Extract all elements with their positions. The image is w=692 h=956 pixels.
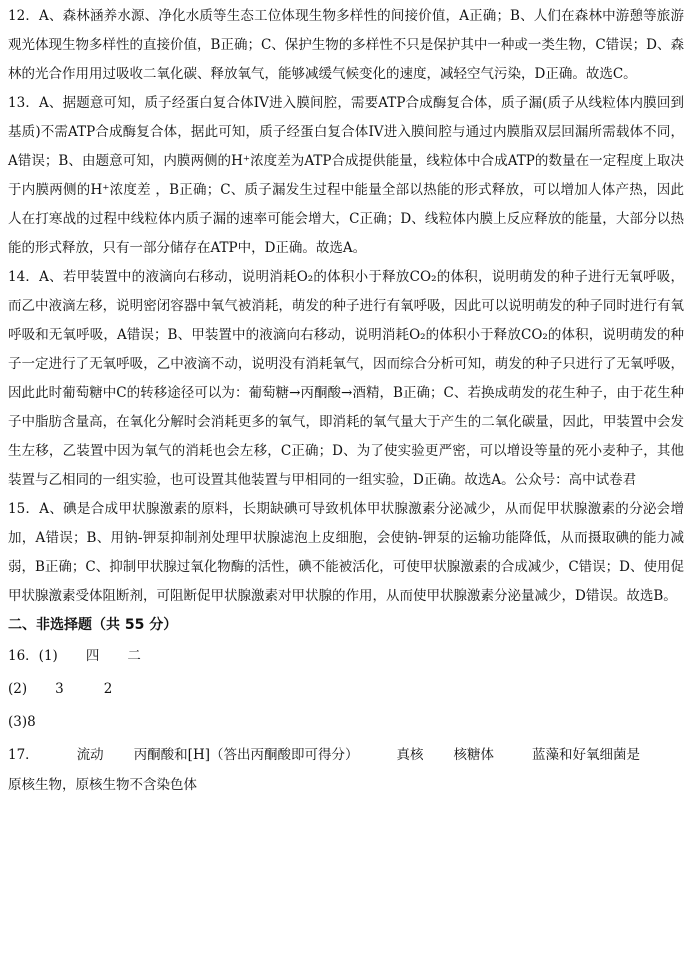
q16-answer-2a: 3 <box>55 681 64 697</box>
answer-q12: 12．A、森林涵养水源、净化水质等生态工位体现生物多样性的间接价值，A正确；B、人们在森林中游憩等旅游观光体现生物多样性的直接价值，B正确；C、保护生物的多样性不只是保护其中一种或一类生物，C错误；D、森林的光合作用用过吸收二氧化碳、释放氧气，能够减缓气候变化的速度，减轻空气污染，D正确。故选C。 <box>8 8 684 82</box>
answer-q14: 14．A、若甲装置中的液滴向右移动，说明消耗O₂的体积小于释放CO₂的体积，说明萌发的种子进行无氧呼吸，而乙中液滴左移，说明密闭容器中氧气被消耗，萌发的种子进行有氧呼吸，因此可以说明萌发的种子同时进行有氧呼吸和无氧呼吸，A错误；B、甲装置中的液滴向右移动，说明消耗O₂的体积小于释放CO₂的体积，说明萌发的种子一定进行了无氧呼吸，乙中液滴不动，说明没有消耗氧气，因而综合分析可知，萌发的种子只进行了无氧呼吸，因此此时葡萄糖中C的转移途径可以为：葡萄糖→丙酮酸→酒精，B正确；C、若换成萌发的花生种子，由于花生种子中脂肪含量高，在氧化分解时会消耗更多的氧气，即消耗的氧气量大于产生的二氧化碳量，因此，甲装置中会发生左移，乙装置中因为氧气的消耗也会左移，C正确；D、为了使实验更严密，可以增设等量的死小麦种子，其他装置与乙相同的一组实验，也可设置其他装置与甲相同的一组实验，D正确。故选A。公众号：高中试卷君 <box>8 269 684 488</box>
q17-number: 17． <box>8 747 39 763</box>
q17-answer-a: 流动 <box>76 747 104 763</box>
q17-answer-d: 核糖体 <box>453 747 494 763</box>
q16-answer-1a: 四 <box>85 648 100 664</box>
q17-answer-e: 蓝藻和好氧细菌是 <box>532 747 640 763</box>
answer-q16-line1 <box>8 640 684 673</box>
answer-q15: 15．A、碘是合成甲状腺激素的原料，长期缺碘可导致机体甲状腺激素分泌减少，从而促甲状腺激素的分泌会增加，A错误；B、用钠-钾泵抑制剂处理甲状腺滤泡上皮细胞，会使钠-钾泵的运输功能降低，从而摄取碘的能力减弱，B正确；C、抑制甲状腺过氧化物酶的活性，碘不能被活化，可使甲状腺激素的合成减少，C错误；D、使用促甲状腺激素受体阻断剂，可阻断促甲状腺激素对甲状腺的作用，从而使甲状腺激素分泌量减少，D错误。故选B。 <box>8 501 684 604</box>
section-heading-nonchoice: 二、非选择题（共 55 分） <box>8 617 178 633</box>
q16-answer-1b: 二 <box>127 648 141 664</box>
q17-answer-c: 真核 <box>396 747 424 763</box>
answer-q17-line1 <box>8 739 684 772</box>
answer-q17-line2: 原核生物，原核生物不含染色体 <box>8 777 197 793</box>
q16-answer-2b: 2 <box>103 681 113 697</box>
q16-number: 16．(1) <box>8 648 58 664</box>
q16-part2-number: (2) <box>8 681 28 697</box>
answer-q16-line2 <box>8 673 684 706</box>
q17-answer-b: 丙酮酸和[H]（答出丙酮酸即可得分） <box>133 747 359 763</box>
answer-q16-line3: (3)8 <box>8 714 36 730</box>
answer-q13: 13．A、据题意可知，质子经蛋白复合体IV进入膜间腔，需要ATP合成酶复合体，质子漏(质子从线粒体内膜回到基质)不需ATP合成酶复合体，据此可知，质子经蛋白复合体IV进入膜间腔与通过内膜脂双层回漏所需载体不同，A错误；B、由题意可知，内膜两侧的H⁺浓度差为ATP合成提供能量，线粒体中合成ATP的数量在一定程度上取决于内膜两侧的H⁺浓度差 ，B正确；C、质子漏发生过程中能量全部以热能的形式释放，可以增加人体产热，因此人在打寒战的过程中线粒体内质子漏的速率可能会增大，C正确；D、线粒体内膜上反应释放的能量，大部分以热能的形式释放，只有一部分储存在ATP中，D正确。故选A。 <box>8 95 684 256</box>
